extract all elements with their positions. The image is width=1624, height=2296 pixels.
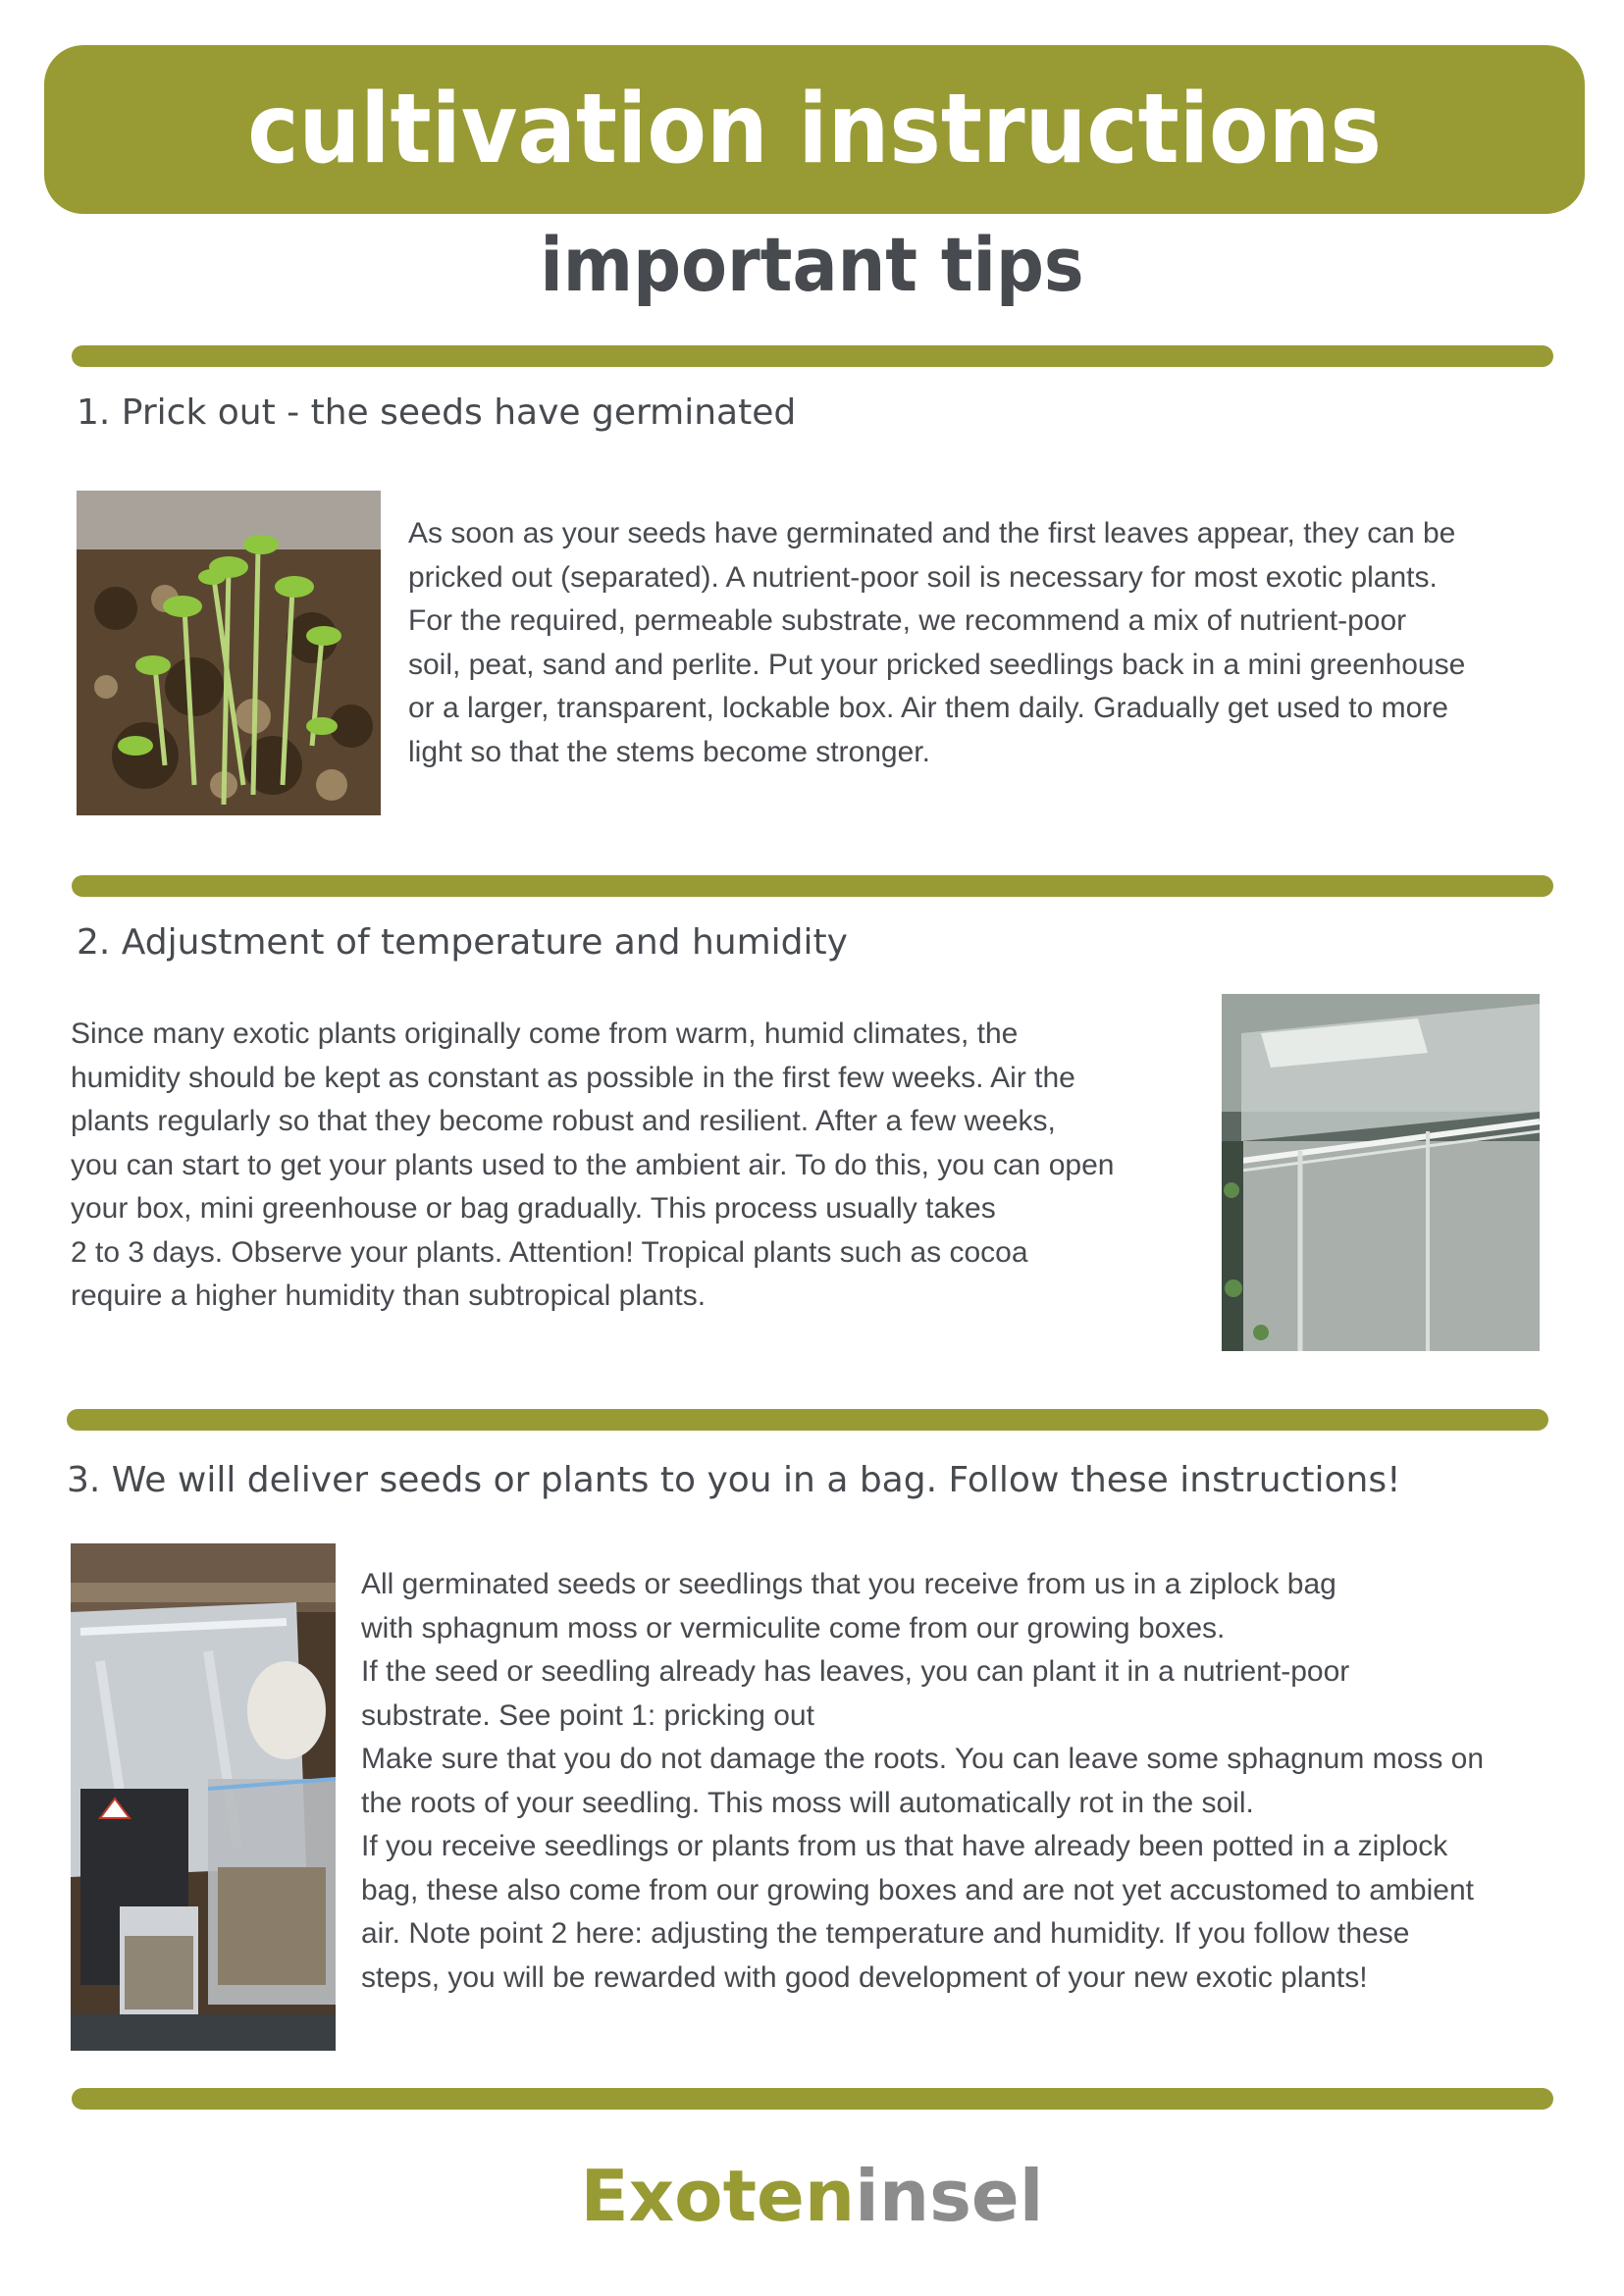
text-line: soil, peat, sand and perlite. Put your pricked seedlings back in a mini greenhouse <box>408 648 1466 681</box>
text-line: steps, you will be rewarded with good development of your new exotic plants! <box>361 1960 1368 1994</box>
text-line: you can start to get your plants used to the ambient air. To do this, you can open <box>71 1148 1115 1181</box>
text-line: If the seed or seedling already has leaves, you can plant it in a nutrient-poor <box>361 1655 1350 1688</box>
ziplock-bags-photo <box>71 1543 336 2051</box>
text-line: bag, these also come from our growing boxes and are not yet accustomed to ambient <box>361 1873 1474 1906</box>
text-line: the roots of your seedling. This moss will automatically rot in the soil. <box>361 1786 1254 1819</box>
text-line: Make sure that you do not damage the roots. You can leave some sphagnum moss on <box>361 1743 1485 1775</box>
section-divider <box>67 1409 1548 1431</box>
text-line: require a higher humidity than subtropical plants. <box>71 1279 707 1312</box>
text-line: If you receive seedlings or plants from us that have already been potted in a ziplock <box>361 1830 1448 1862</box>
page-title: cultivation instructions <box>247 74 1382 185</box>
section-divider <box>72 345 1553 367</box>
growing-box-photo <box>1222 994 1540 1351</box>
text-line: with sphagnum moss or vermiculite come from our growing boxes. <box>361 1611 1226 1644</box>
section-3-heading: 3. We will deliver seeds or plants to you in a bag. Follow these instructions! <box>67 1460 1401 1500</box>
section-1-text <box>408 512 1465 774</box>
page-subtitle: important tips <box>540 221 1084 308</box>
section-2-text <box>71 1013 1114 1319</box>
title-banner <box>44 45 1585 214</box>
section-divider <box>72 2088 1553 2110</box>
text-line: light so that the stems become stronger. <box>408 735 930 768</box>
section-2-heading: 2. Adjustment of temperature and humidity <box>77 922 848 963</box>
text-line: or a larger, transparent, lockable box. Air them daily. Gradually get used to more <box>408 692 1448 724</box>
text-line: air. Note point 2 here: adjusting the temperature and humidity. If you follow these <box>361 1917 1410 1950</box>
text-line: humidity should be kept as constant as possible in the first few weeks. Air the <box>71 1061 1075 1094</box>
text-line: 2 to 3 days. Observe your plants. Attention! Tropical plants such as cocoa <box>71 1235 1028 1269</box>
text-line: your box, mini greenhouse or bag gradually. This process usually takes <box>71 1192 996 1225</box>
text-line: All germinated seeds or seedlings that you receive from us in a ziplock bag <box>361 1568 1336 1600</box>
section-3-text <box>361 1563 1484 2000</box>
text-line: Since many exotic plants originally come from warm, humid climates, the <box>71 1018 1019 1050</box>
text-line: As soon as your seeds have germinated and the first leaves appear, they can be <box>408 517 1456 549</box>
text-line: plants regularly so that they become robust and resilient. After a few weeks, <box>71 1105 1056 1137</box>
brand-logo-part1: Exoten <box>580 2155 856 2237</box>
seedlings-photo <box>77 491 381 815</box>
text-line: substrate. See point 1: pricking out <box>361 1698 814 1732</box>
brand-logo-part2: insel <box>855 2155 1044 2237</box>
text-line: For the required, permeable substrate, we recommend a mix of nutrient-poor <box>408 604 1407 637</box>
text-line: pricked out (separated). A nutrient-poor soil is necessary for most exotic plants. <box>408 560 1438 594</box>
section-1-heading: 1. Prick out - the seeds have germinated <box>77 392 797 433</box>
brand-logo <box>0 2155 1624 2237</box>
section-divider <box>72 875 1553 897</box>
